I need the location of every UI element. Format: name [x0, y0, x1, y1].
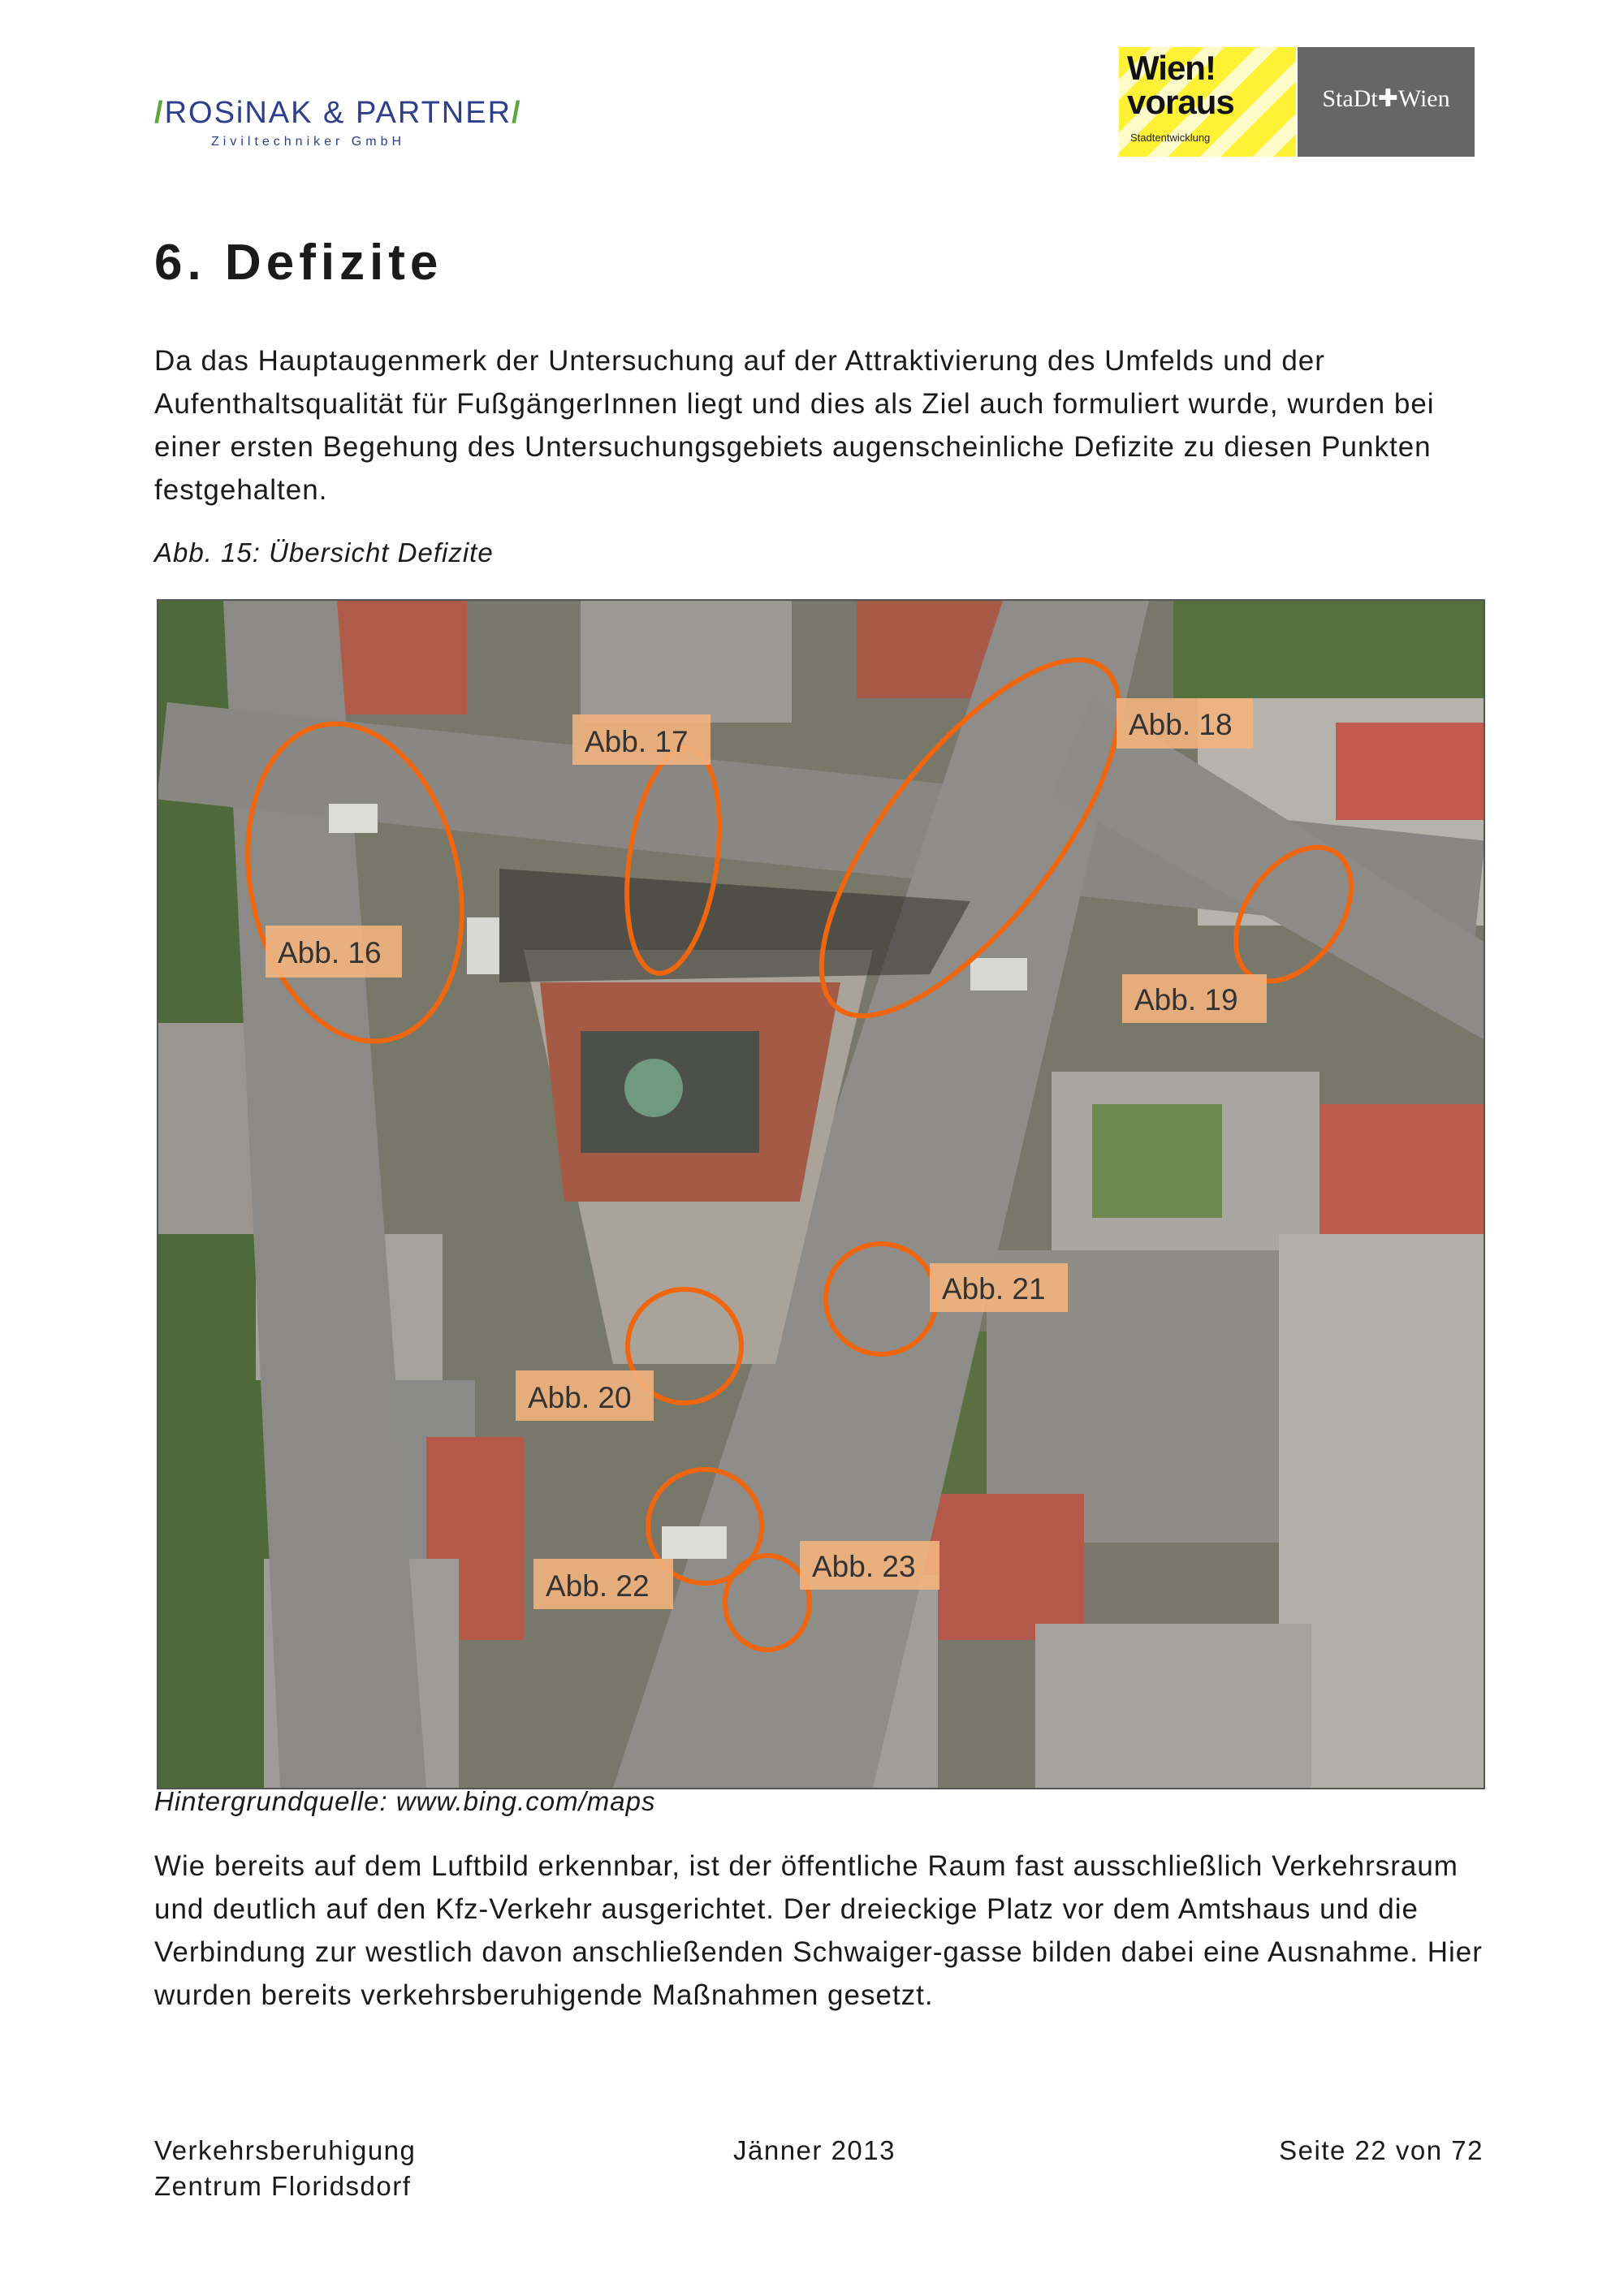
map-crosswalk: [329, 804, 378, 833]
map-building: [1035, 1624, 1311, 1788]
stadt-wien-logo-text: StaDt✚Wien: [1322, 85, 1450, 112]
rosinak-logo-name: ROSiNAK & PARTNER: [164, 96, 512, 130]
footer-project-subtitle: Zentrum Floridsdorf: [154, 2171, 412, 2201]
map-green-area: [1173, 601, 1484, 698]
map-roof-garden: [1092, 1104, 1222, 1218]
closing-paragraph: Wie bereits auf dem Luftbild erkennbar, ist der öffentliche Raum fast ausschließlich Verkehrsraum und deutlich auf den Kfz-Verkehr ausgerichtet. Der dreieckige Platz vor dem Amtshaus und die Verbindung zur westlich davon anschließenden Schwaiger-gasse bilden dabei eine Ausnahme. Hier wurden bereits verkehrsberuhigende Maßnahmen gesetzt.: [154, 1850, 1483, 2011]
map-building: [1336, 723, 1484, 820]
label-abb19: Abb. 19: [1134, 983, 1238, 1016]
footer-project-title: Verkehrsberuhigung: [154, 2135, 417, 2165]
map-crosswalk: [467, 917, 499, 974]
label-abb22: Abb. 22: [546, 1569, 650, 1603]
label-abb21: Abb. 21: [942, 1272, 1046, 1306]
label-abb23: Abb. 23: [812, 1550, 916, 1583]
wien-voraus-logo: [1119, 47, 1296, 157]
wien-logo-line1: Wien!: [1127, 49, 1216, 87]
figure-source: Hintergrundquelle: www.bing.com/maps: [154, 1786, 656, 1816]
figure-caption: Abb. 15: Übersicht Defizite: [154, 537, 494, 568]
intro-paragraph: Da das Hauptaugenmerk der Untersuchung auf der Attraktivierung des Umfelds und der Aufenthaltsqualität für FußgängerInnen liegt und dies als Ziel auch formuliert wurde, wurden bei einer ersten Begehung des Untersuchungsgebiets augenscheinliche Defizite zu diesen Punkten festgehalten.: [154, 345, 1435, 506]
label-abb17: Abb. 17: [585, 725, 689, 758]
label-abb16: Abb. 16: [278, 936, 382, 969]
map-crosswalk: [662, 1526, 727, 1559]
rosinak-partner-logo: /ROSiNAK & PARTNER/ Ziviltechniker GmbH: [154, 96, 522, 149]
wien-logo-subtitle: Stadtentwicklung: [1130, 132, 1211, 144]
aerial-map-svg: [158, 601, 1484, 1788]
rosinak-logo-subtitle: Ziviltechniker GmbH: [211, 135, 406, 149]
footer-date: Jänner 2013: [733, 2135, 896, 2165]
footer-page-number: Seite 22 von 72: [1279, 2135, 1484, 2165]
label-abb20: Abb. 20: [528, 1381, 632, 1414]
map-building: [158, 1023, 256, 1234]
map-amtshaus-dome: [624, 1059, 683, 1117]
stadt-wien-logo: [1298, 47, 1475, 157]
map-building: [581, 601, 792, 723]
map-crosswalk: [970, 958, 1027, 990]
aerial-map: [157, 599, 1485, 1789]
wien-logo-line2: voraus: [1127, 83, 1234, 121]
page-title: 6. Defizite: [154, 235, 443, 291]
label-abb18: Abb. 18: [1129, 708, 1233, 741]
